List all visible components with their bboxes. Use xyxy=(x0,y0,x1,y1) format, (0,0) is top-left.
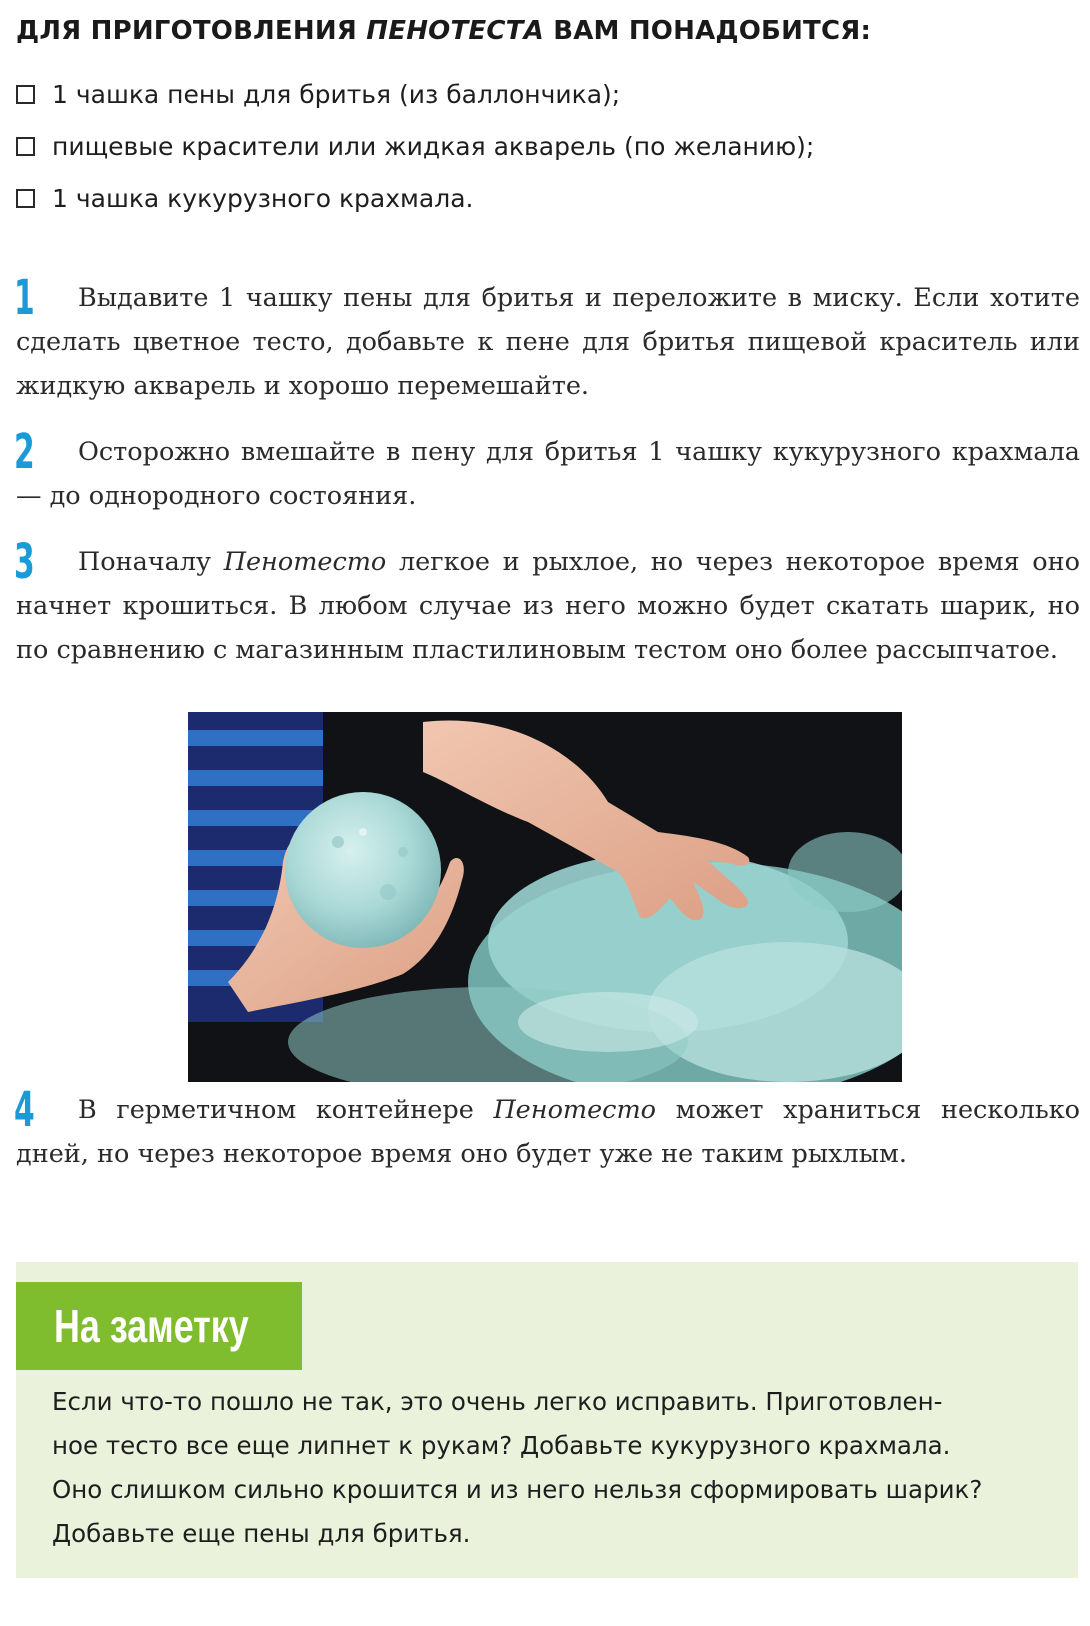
ingredient-label: 1 чашка пены для бритья (из баллончика); xyxy=(52,79,621,109)
note-body xyxy=(52,1380,1012,1556)
ingredient-item xyxy=(16,172,814,224)
note-line: ное тесто все еще липнет к рукам? Добавьте кукурузного крахмала. xyxy=(52,1431,951,1460)
heading-text-italic: ПЕНОТЕСТА xyxy=(366,16,544,46)
step-text: Осторожно вмешайте в пену для бритья 1 чашку кукурузного крахмала — до однородного состояния. xyxy=(16,437,1080,511)
checkbox-icon xyxy=(16,85,35,104)
step-text-pre: В герметичном контейнере xyxy=(78,1095,494,1125)
note-box xyxy=(16,1262,1078,1578)
note-line: Если что-то пошло не так, это очень легко исправить. Приготовлен- xyxy=(52,1387,943,1416)
step-text-post: легкое и рыхлое, но через некоторое время оно начнет крошиться. В любом случае из него можно будет скатать шарик, но по сравнению с магазинным пластилиновым тестом оно более рассыпчатое. xyxy=(16,547,1080,665)
checkbox-icon xyxy=(16,189,35,208)
photo-illustration xyxy=(188,712,902,1082)
ingredients-checklist xyxy=(16,68,814,224)
ingredient-label: 1 чашка кукурузного крахмала. xyxy=(52,183,474,213)
note-line: Оно слишком сильно крошится и из него нельзя сформировать шарик? xyxy=(52,1475,983,1504)
step-number: 2 xyxy=(14,424,35,480)
note-title: На заметку xyxy=(54,1300,249,1352)
note-line: Добавьте еще пены для бритья. xyxy=(52,1519,471,1548)
heading-text-post: ВАМ ПОНАДОБИТСЯ: xyxy=(553,16,872,46)
ingredient-label: пищевые красители или жидкая акварель (по желанию); xyxy=(52,131,815,161)
checkbox-icon xyxy=(16,137,35,156)
step-text-post: может храниться несколько дней, но через некоторое время оно будет уже не таким рыхлым. xyxy=(16,1095,1080,1169)
step-text xyxy=(14,534,1080,672)
dough-ball xyxy=(285,792,441,948)
step-text: Выдавите 1 чашку пены для бритья и переложите в миску. Если хотите сделать цветное тесто, добавьте к пене для бритья пищевой краситель или жидкую акварель и хорошо перемешайте. xyxy=(16,283,1080,401)
ingredient-item xyxy=(16,68,814,120)
step-2 xyxy=(14,424,1080,518)
step-number: 4 xyxy=(14,1082,35,1138)
step-3 xyxy=(14,534,1080,672)
ingredients-heading xyxy=(16,16,871,46)
step-number: 3 xyxy=(14,534,35,590)
heading-text-pre: ДЛЯ ПРИГОТОВЛЕНИЯ xyxy=(16,16,358,46)
step-4 xyxy=(14,1082,1080,1176)
step-text-italic: Пенотесто xyxy=(493,1095,656,1125)
step-number: 1 xyxy=(14,270,35,326)
step-1 xyxy=(14,270,1080,408)
ingredient-item xyxy=(16,120,814,172)
step-text xyxy=(14,1082,1080,1176)
step-text-pre: Поначалу xyxy=(78,547,224,577)
note-title-badge xyxy=(16,1282,302,1370)
step-text-italic: Пенотесто xyxy=(223,547,387,577)
foam-dough-photo xyxy=(188,712,902,1082)
